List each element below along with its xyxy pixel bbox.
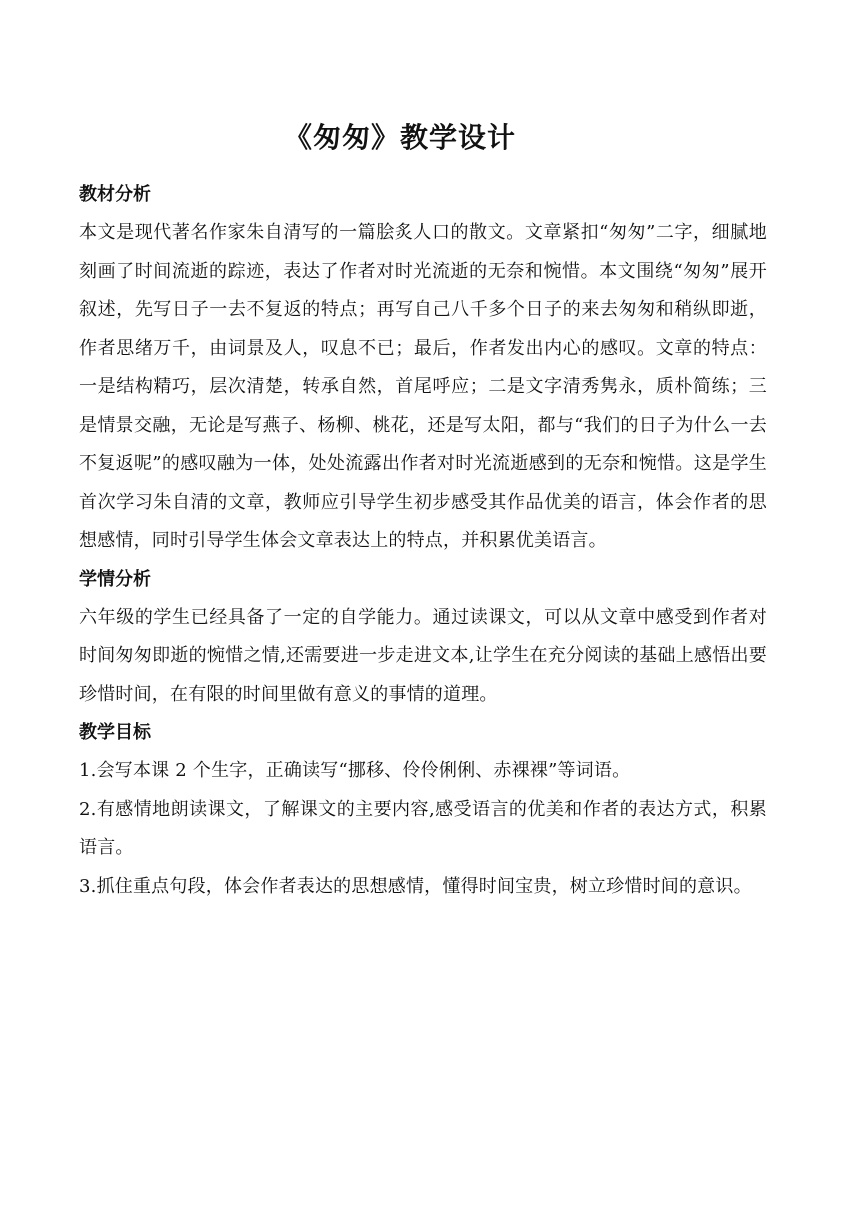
goal-item: 2.有感情地朗读课文，了解课文的主要内容,感受语言的优美和作者的表达方式，积累语言。 [79, 798, 767, 858]
section-paragraph: 六年级的学生已经具备了一定的自学能力。通过读课文，可以从文章中感受到作者对时间匆匆即逝的惋惜之情,还需要进一步走进文本,让学生在充分阅读的基础上感悟出要珍惜时间，在有限的时间里做有意义的事情的道理。 [79, 606, 767, 705]
section-heading: 教学目标 [79, 722, 151, 743]
section-teaching-goals [79, 714, 767, 906]
section-student-analysis [79, 561, 767, 715]
document-title: 《匆匆》教学设计 [283, 121, 516, 154]
goal-item: 1.会写本课 2 个生字，正确读写“挪移、伶伶俐俐、赤裸裸”等词语。 [79, 760, 631, 781]
goal-item: 3.抓住重点句段，体会作者表达的思想感情，懂得时间宝贵，树立珍惜时间的意识。 [79, 875, 752, 897]
document-body [79, 176, 767, 906]
section-textbook-analysis [79, 176, 767, 561]
section-heading: 教材分析 [79, 184, 151, 205]
section-heading: 学情分析 [79, 568, 151, 590]
section-paragraph: 本文是现代著名作家朱自清写的一篇脍炙人口的散文。文章紧扣“匆匆”二字，细腻地刻画了时间流逝的踪迹，表达了作者对时光流逝的无奈和惋惜。本文围绕“匆匆”展开叙述，先写日子一去不复返的特点；再写自己八千多个日子的来去匆匆和稍纵即逝，作者思绪万千，由词景及人，叹息不已；最后，作者发出内心的感叹。文章的特点：一是结构精巧，层次清楚，转承自然，首尾呼应；二是文字清秀隽永，质朴简练；三是情景交融，无论是写燕子、杨柳、桃花，还是写太阳，都与“我们的日子为什么一去不复返呢”的感叹融为一体，处处流露出作者对时光流逝感到的无奈和惋惜。这是学生首次学习朱自清的文章，教师应引导学生初步感受其作品优美的语言，体会作者的思想感情，同时引导学生体会文章表达上的特点，并积累优美语言。 [79, 222, 767, 551]
